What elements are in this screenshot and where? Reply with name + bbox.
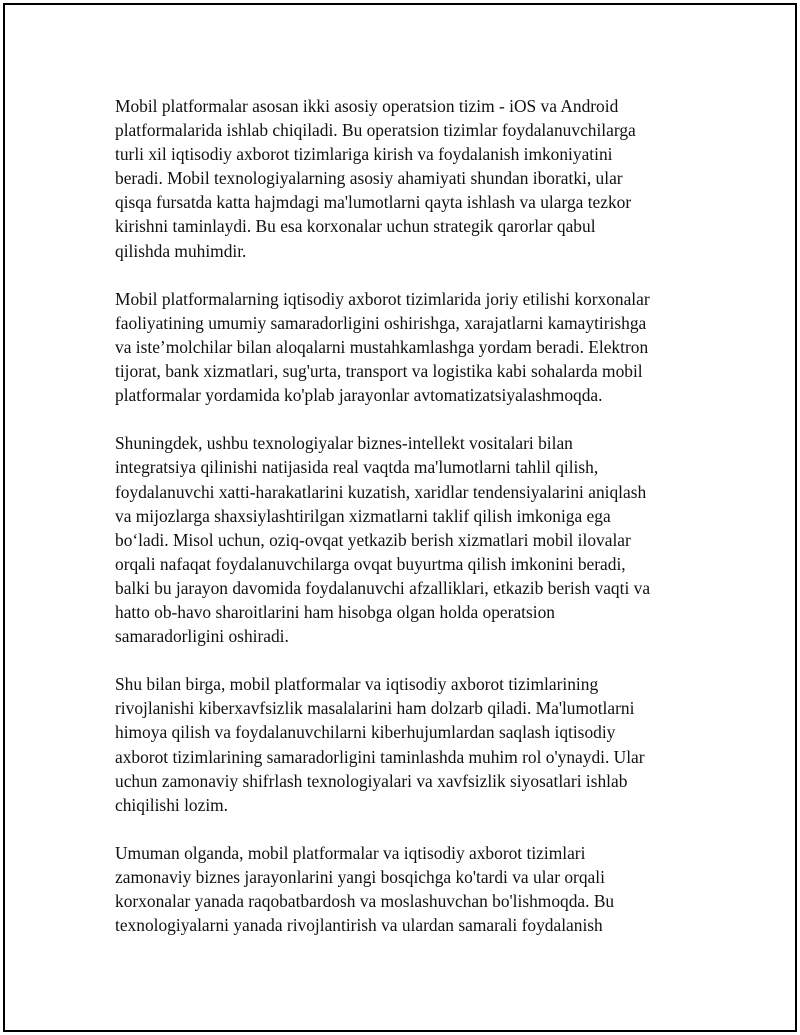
text-line: bo‘ladi. Misol uchun, oziq-ovqat yetkazib berish xizmatlari mobil ilovalar (115, 529, 631, 550)
text-line: turli xil iqtisodiy axborot tizimlariga kirish va foydalanish imkoniyatini (115, 144, 613, 165)
text-line: texnologiyalarni yanada rivojlantirish va ulardan samarali foydalanish (115, 915, 603, 936)
paragraph-4 (115, 672, 695, 817)
text-line: integratsiya qilinishi natijasida real vaqtda ma'lumotlarni tahlil qilish, (115, 457, 599, 478)
text-line: va mijozlarga shaxsiylashtirilgan xizmatlarni taklif qilish imkoniga ega (115, 505, 611, 526)
text-line: orqali nafaqat foydalanuvchilarga ovqat buyurtma qilish imkonini beradi, (115, 553, 626, 574)
text-line: platformalarida ishlab chiqiladi. Bu operatsion tizimlar foydalanuvchilarga (115, 120, 636, 141)
document-body (115, 94, 695, 961)
text-line: zamonaviy biznes jarayonlarini yangi bosqichga ko'tardi va ular orqali (115, 867, 605, 887)
text-line: samaradorligini oshiradi. (115, 626, 289, 647)
text-line: qisqa fursatda katta hajmdagi ma'lumotlarni qayta ishlash va ularga tezkor (115, 192, 632, 213)
text-line: Umuman olganda, mobil platformalar va iqtisodiy axborot tizimlari (115, 842, 586, 863)
text-line: himoya qilish va foydalanuvchilarni kiberhujumlardan saqlash iqtisodiy (115, 722, 616, 743)
text-line: Shuningdek, ushbu texnologiyalar biznes-intellekt vositalari bilan (115, 433, 573, 454)
paragraph-5 (115, 841, 695, 937)
text-line: beradi. Mobil texnologiyalarning asosiy ahamiyati shundan iboratki, ular (115, 168, 623, 189)
text-line: uchun zamonaviy shifrlash texnologiyalari va xavfsizlik siyosatlari ishlab (115, 770, 628, 791)
paragraph-2 (115, 287, 695, 407)
text-line: faoliyatining umumiy samaradorligini oshirishga, xarajatlarni kamaytirishga (115, 312, 647, 333)
text-line: tijorat, bank xizmatlari, sug'urta, transport va logistika kabi sohalarda mobil (115, 361, 643, 382)
paragraph-1 (115, 94, 695, 263)
text-line: hatto ob-havo sharoitlarini ham hisobga olgan holda operatsion (115, 601, 555, 622)
text-line: platformalar yordamida ko'plab jarayonlar avtomatizatsiyalashmoqda. (115, 385, 603, 406)
text-line: korxonalar yanada raqobatbardosh va moslashuvchan bo'lishmoqda. Bu (115, 891, 615, 912)
text-line: Shu bilan birga, mobil platformalar va iqtisodiy axborot tizimlarining (115, 674, 599, 695)
text-line: Mobil platformalar asosan ikki asosiy operatsion tizim - iOS va Android (115, 96, 619, 116)
text-line: rivojlanishi kiberxavfsizlik masalalarini ham dolzarb qiladi. Ma'lumotlarni (115, 698, 635, 719)
text-line: Mobil platformalarning iqtisodiy axborot tizimlarida joriy etilishi korxonalar (115, 288, 650, 309)
text-line: qilishda muhimdir. (115, 240, 247, 261)
text-line: chiqilishi lozim. (115, 794, 229, 815)
paragraph-3 (115, 431, 695, 648)
text-line: va iste’molchilar bilan aloqalarni mustahkamlashga yordam beradi. Elektron (115, 336, 649, 357)
text-line: axborot tizimlarining samaradorligini taminlashda muhim rol o'ynaydi. Ular (115, 746, 645, 767)
text-line: balki bu jarayon davomida foydalanuvchi afzalliklari, etkazib berish vaqti va (115, 577, 651, 598)
text-line: kirishni taminlaydi. Bu esa korxonalar uchun strategik qarorlar qabul (115, 216, 596, 237)
text-line: foydalanuvchi xatti-harakatlarini kuzatish, xaridlar tendensiyalarini aniqlash (115, 481, 647, 502)
